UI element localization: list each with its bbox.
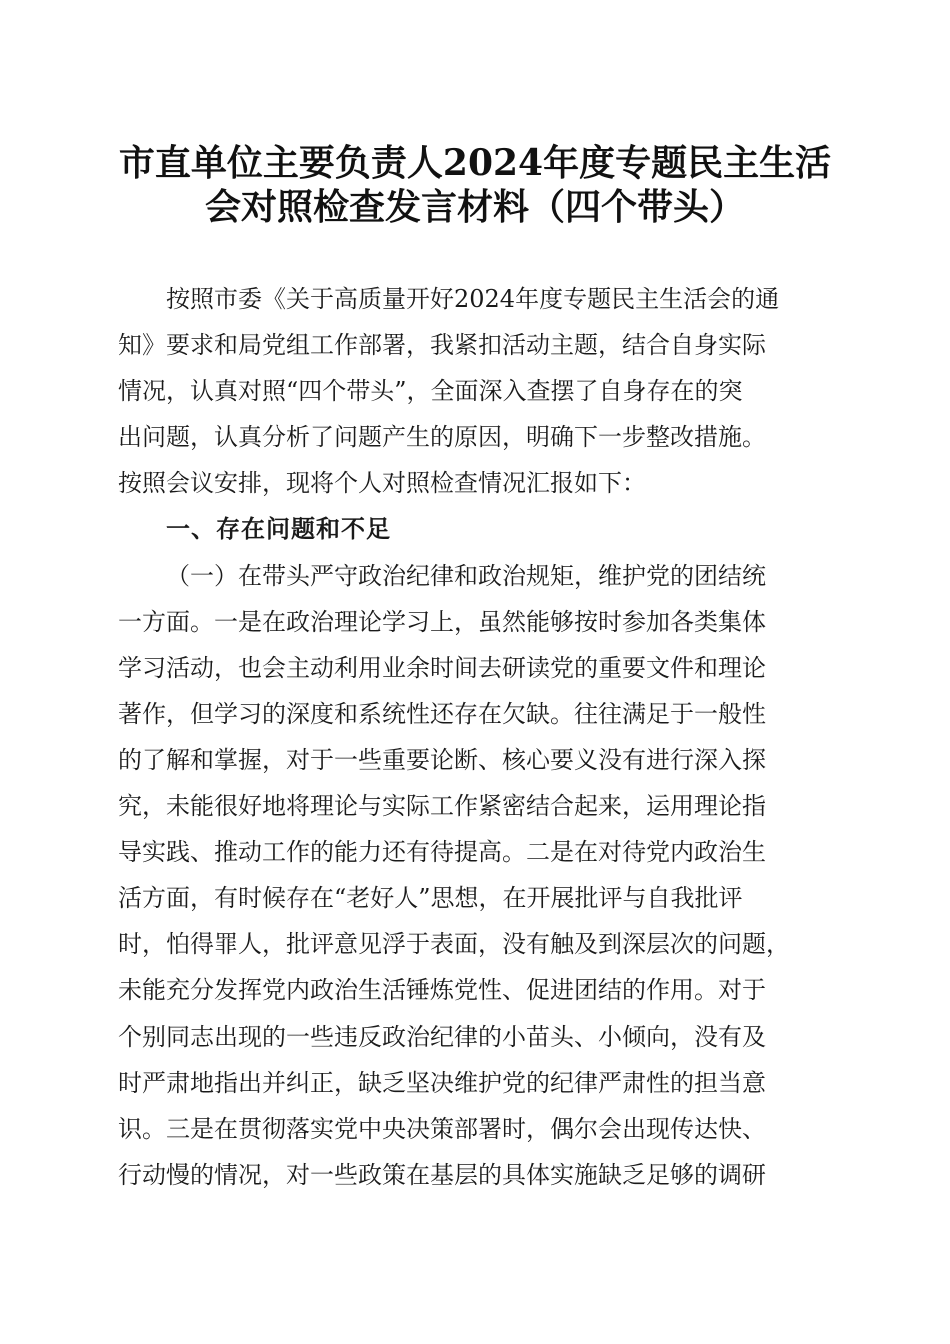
section-line-5: 的了解和掌握，对于一些重要论断、核心要义没有进行深入探 bbox=[118, 745, 766, 774]
section-line-10: 未能充分发挥党内政治生活锤炼党性、促进团结的作用。对于 bbox=[118, 976, 766, 1005]
section-line-13: 识。三是在贯彻落实党中央决策部署时，偶尔会出现传达快、 bbox=[118, 1114, 766, 1143]
section-line-2: 一方面。一是在政治理论学习上，虽然能够按时参加各类集体 bbox=[118, 607, 766, 636]
intro-line-5: 按照会议安排，现将个人对照检查情况汇报如下： bbox=[118, 469, 646, 498]
document-title-line-1: 市直单位主要负责人2024年度专题民主生活 bbox=[118, 142, 832, 184]
intro-line-1: 按照市委《关于高质量开好2024年度专题民主生活会的通 bbox=[166, 285, 780, 313]
section-line-4: 著作，但学习的深度和系统性还存在欠缺。往往满足于一般性 bbox=[118, 699, 766, 728]
section-line-9: 时，怕得罪人，批评意见浮于表面，没有触及到深层次的问题， bbox=[118, 930, 790, 959]
section-line-12: 时严肃地指出并纠正，缺乏坚决维护党的纪律严肃性的担当意 bbox=[118, 1068, 766, 1097]
section-heading: 一、存在问题和不足 bbox=[166, 515, 391, 544]
section-line-14: 行动慢的情况，对一些政策在基层的具体实施缺乏足够的调研 bbox=[118, 1160, 766, 1189]
document-body bbox=[118, 276, 838, 1198]
section-line-1: （一）在带头严守政治纪律和政治规矩，维护党的团结统 bbox=[166, 561, 766, 590]
intro-line-4: 出问题，认真分析了问题产生的原因，明确下一步整改措施。 bbox=[118, 423, 766, 452]
intro-line-3: 情况，认真对照“四个带头”，全面深入查摆了自身存在的突 bbox=[118, 377, 743, 406]
section-line-11: 个别同志出现的一些违反政治纪律的小苗头、小倾向，没有及 bbox=[118, 1022, 766, 1051]
section-line-6: 究，未能很好地将理论与实际工作紧密结合起来，运用理论指 bbox=[118, 792, 766, 821]
section-line-8: 活方面，有时候存在“老好人”思想，在开展批评与自我批评 bbox=[118, 884, 743, 913]
section-line-3: 学习活动，也会主动利用业余时间去研读党的重要文件和理论 bbox=[118, 653, 766, 682]
document-title-line-2: 会对照检查发言材料（四个带头） bbox=[204, 186, 745, 228]
section-line-7: 导实践、推动工作的能力还有待提高。二是在对待党内政治生 bbox=[118, 838, 766, 867]
intro-line-2: 知》要求和局党组工作部署，我紧扣活动主题，结合自身实际 bbox=[118, 331, 766, 360]
